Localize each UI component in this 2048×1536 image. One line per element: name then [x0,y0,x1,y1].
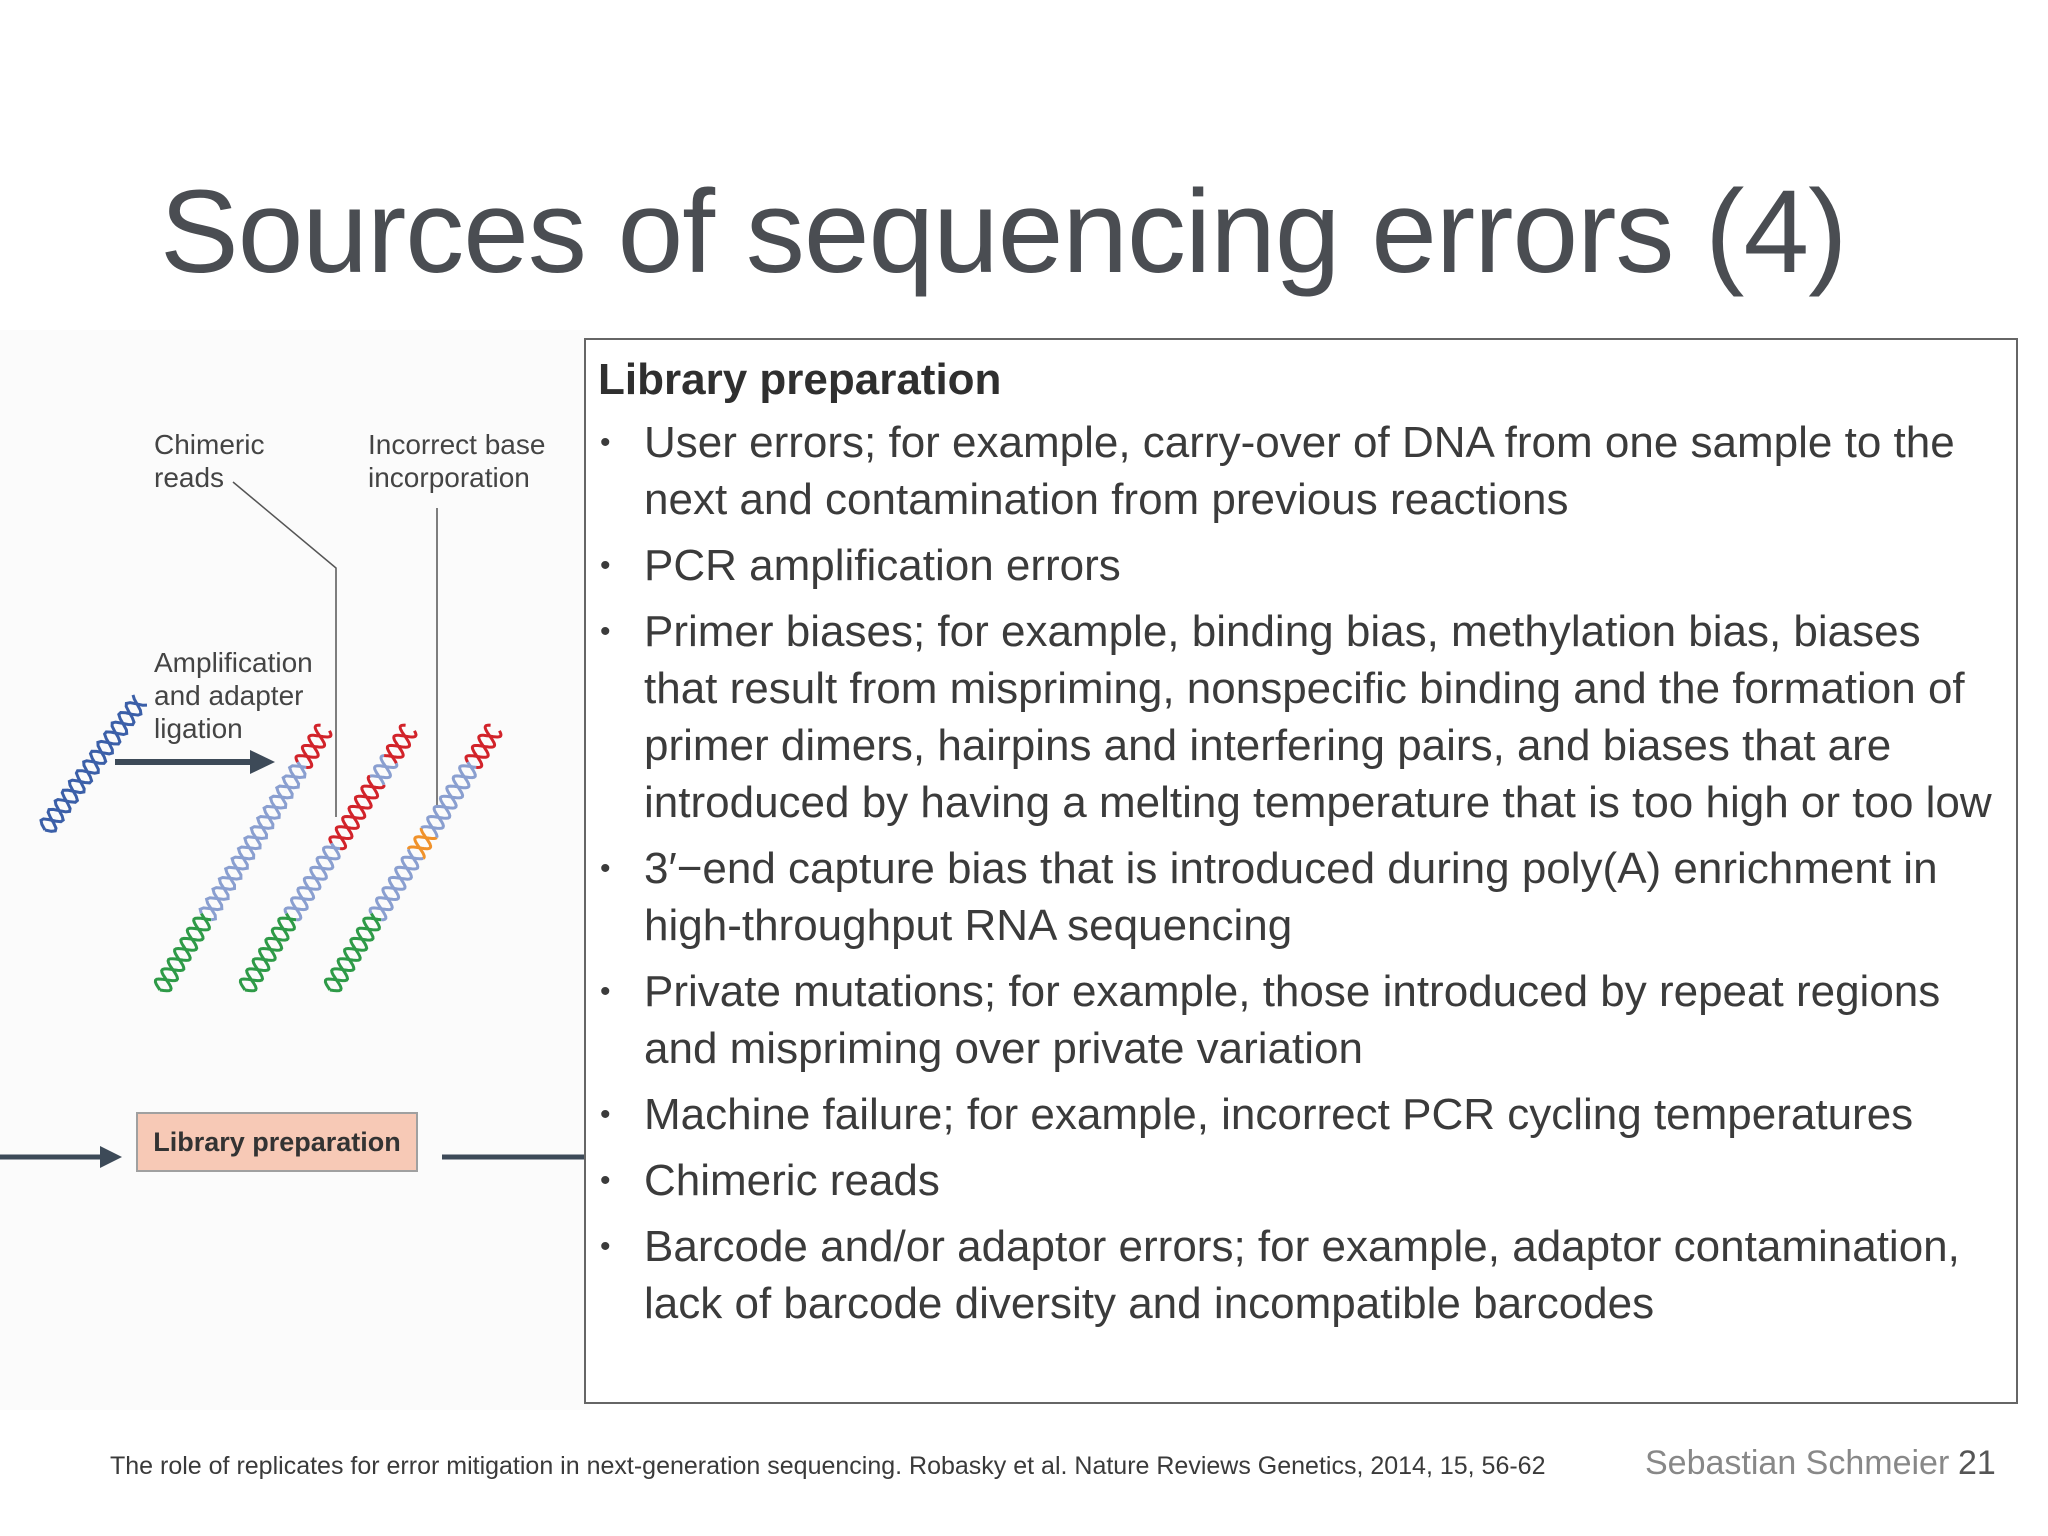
list-item-text: User errors; for example, carry-over of DNA from one sample to the next and contamination from previous reactions [644,418,1955,524]
slide-title: Sources of sequencing errors (4) [160,166,1847,298]
list-item-text: PCR amplification errors [644,541,1121,590]
list-item [598,1218,1996,1332]
list-item-text: Chimeric reads [644,1156,940,1205]
error-source-list [598,414,1996,1332]
library-preparation-box-label: Library preparation [153,1126,401,1157]
incorrect-base-label: Incorrect base incorporation [368,429,546,493]
bullet-icon: • [600,615,611,648]
library-preparation-panel [584,338,2018,1404]
list-item-text: Barcode and/or adaptor errors; for example, adaptor contamination, lack of barcode diversity and incompatible barcodes [644,1222,1960,1328]
panel-heading: Library preparation [598,355,1002,404]
bullet-icon: • [600,1230,611,1263]
list-item [598,963,1996,1077]
amplification-label: Amplification and adapter ligation [154,647,313,744]
chimeric-reads-label: Chimeric reads [154,429,265,493]
amplification-arrowhead [250,750,275,774]
list-item [598,840,1996,954]
list-item-text: Primer biases; for example, binding bias, methylation bias, biases that result from mispriming, nonspecific binding and the formation of primer dimers, hairpins and interfering pairs, and biases that are introduced by having a melting temperature that is too high or too low [644,607,1992,827]
list-item [598,1086,1996,1143]
author-name: Sebastian Schmeier [1645,1444,1950,1482]
list-item [598,537,1996,594]
library-prep-figure [0,330,590,1410]
bullet-icon: • [600,426,611,459]
library-preparation-box [136,1112,418,1172]
list-item-text: Private mutations; for example, those introduced by repeat regions and mispriming over private variation [644,967,1941,1073]
bullet-icon: • [600,1098,611,1131]
list-item-text: Machine failure; for example, incorrect PCR cycling temperatures [644,1090,1914,1139]
page-number: 21 [1958,1444,1996,1482]
bullet-icon: • [600,975,611,1008]
list-item [598,414,1996,528]
list-item-text: 3′−end capture bias that is introduced during poly(A) enrichment in high-throughput RNA sequencing [644,844,1938,950]
list-item [598,603,1996,831]
dna-incorrect-base-helix [325,725,501,991]
list-item [598,1152,1996,1209]
bullet-icon: • [600,852,611,885]
bullet-icon: • [600,549,611,582]
bullet-icon: • [600,1164,611,1197]
citation-footer: The role of replicates for error mitigation in next-generation sequencing. Robasky et al. Nature Reviews Genetics, 2014, 15, 56-62 [110,1452,1546,1480]
input-arrowhead [100,1146,122,1168]
